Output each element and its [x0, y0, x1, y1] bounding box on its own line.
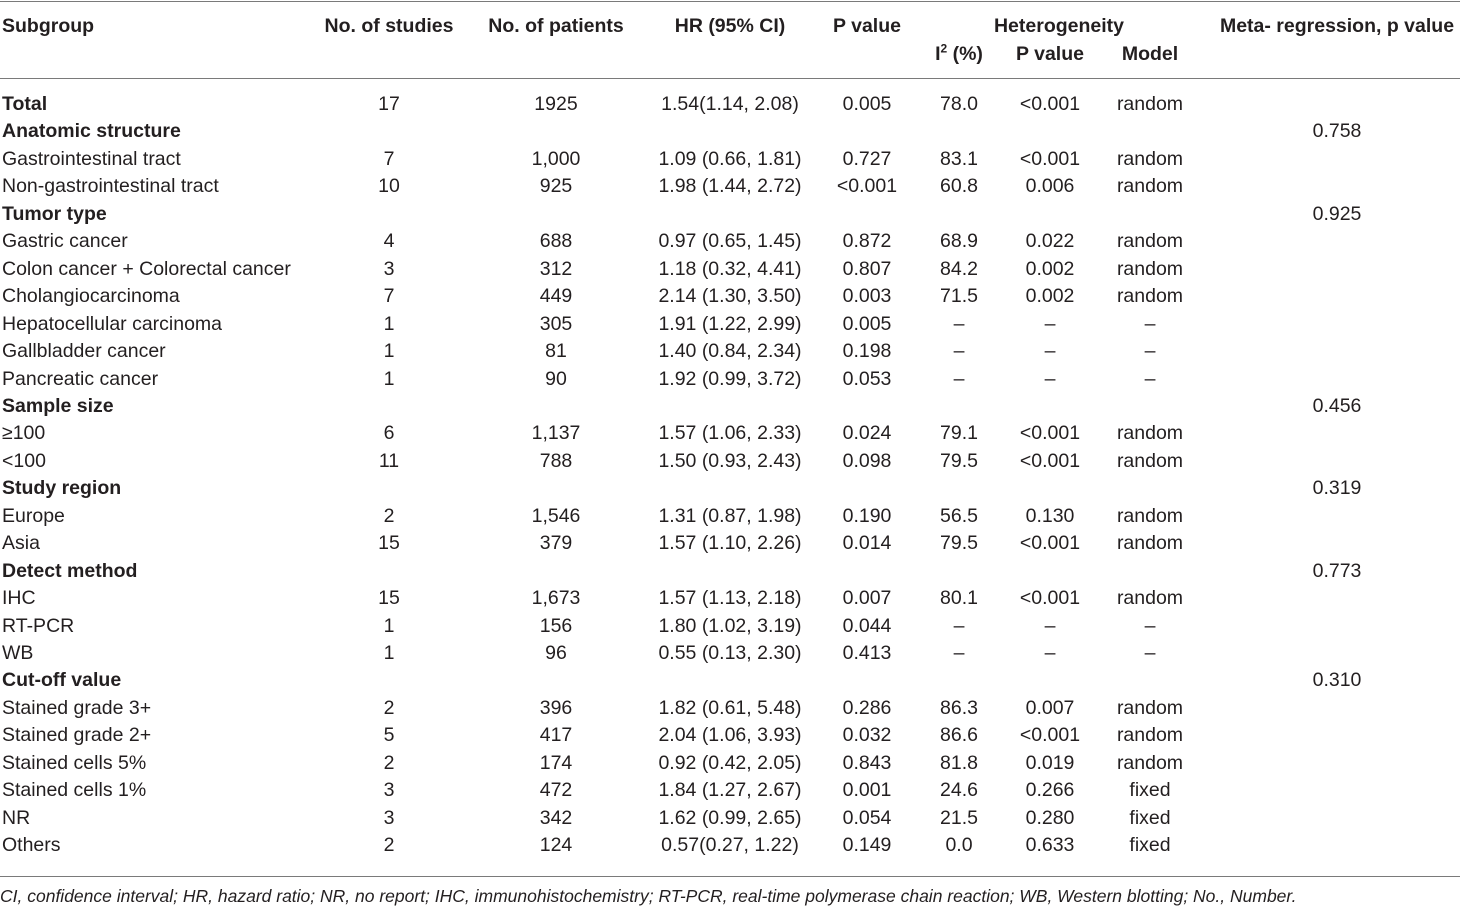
cell-i2: 79.5 — [940, 532, 978, 555]
cell-model: random — [1116, 147, 1184, 170]
cell-p: 0.198 — [842, 340, 892, 363]
cell-studies: 4 — [383, 230, 395, 253]
cell-i2: – — [953, 340, 965, 363]
cell-p: 0.032 — [842, 724, 892, 747]
cell-i2: 71.5 — [940, 285, 978, 308]
cell-hr: 1.84 (1.27, 2.67) — [658, 779, 802, 802]
cell-studies: 7 — [383, 147, 395, 170]
cell-model: – — [1144, 312, 1156, 335]
cell-hr: 2.04 (1.06, 3.93) — [658, 724, 802, 747]
cell-patients: 174 — [539, 751, 573, 774]
cell-p: 0.005 — [842, 312, 892, 335]
cell-hp: <0.001 — [1019, 422, 1081, 445]
cell-p: 0.005 — [842, 93, 892, 115]
cell-hp: 0.633 — [1025, 834, 1075, 857]
cell-p: 0.727 — [842, 147, 892, 170]
cell-studies: 5 — [383, 724, 395, 747]
cell-studies: 1 — [383, 312, 395, 335]
cell-hp: <0.001 — [1019, 449, 1081, 472]
cell-patients: 379 — [539, 532, 573, 555]
row-label: Anatomic structure — [2, 120, 181, 143]
cell-hr: 1.40 (0.84, 2.34) — [658, 340, 802, 363]
cell-model: – — [1144, 340, 1156, 363]
cell-studies: 1 — [383, 614, 395, 637]
cell-p: 0.413 — [842, 642, 892, 664]
cell-hr: 1.82 (0.61, 5.48) — [658, 696, 802, 719]
header-hr: HR (95% CI) — [674, 15, 786, 37]
cell-hr: 1.54(1.14, 2.08) — [661, 93, 799, 115]
cell-p: 0.054 — [842, 806, 892, 829]
cell-i2: 79.1 — [940, 422, 978, 445]
cell-hp: – — [1044, 642, 1056, 664]
cell-hr: 1.91 (1.22, 2.99) — [658, 312, 802, 335]
cell-model: random — [1116, 449, 1184, 472]
cell-studies: 1 — [383, 642, 395, 664]
cell-hr: 1.09 (0.66, 1.81) — [658, 147, 802, 170]
cell-studies: 10 — [378, 175, 400, 198]
cell-p: 0.807 — [842, 257, 892, 280]
cell-hr: 1.98 (1.44, 2.72) — [658, 175, 802, 198]
cell-studies: 15 — [378, 587, 400, 610]
row-label: Non-gastrointestinal tract — [2, 175, 219, 198]
cell-i2: 24.6 — [940, 779, 978, 802]
row-label: WB — [2, 642, 34, 664]
header-i2 — [935, 43, 983, 65]
cell-model: random — [1116, 532, 1184, 555]
cell-model: random — [1116, 175, 1184, 198]
cell-hr: 1.50 (0.93, 2.43) — [658, 449, 802, 472]
cell-model: fixed — [1129, 779, 1171, 802]
row-label: Gallbladder cancer — [2, 340, 166, 363]
cell-studies: 2 — [383, 834, 395, 857]
cell-p: 0.286 — [842, 696, 892, 719]
cell-patients: 1,546 — [531, 504, 581, 527]
row-label: Cholangiocarcinoma — [2, 285, 180, 308]
cell-hr: 1.57 (1.10, 2.26) — [658, 532, 802, 555]
cell-i2: 68.9 — [940, 230, 978, 253]
cell-hp: 0.022 — [1025, 230, 1075, 253]
cell-p: 0.098 — [842, 449, 892, 472]
cell-model: random — [1116, 724, 1184, 747]
cell-hr: 1.92 (0.99, 3.72) — [658, 367, 802, 390]
cell-i2: 79.5 — [940, 449, 978, 472]
cell-studies: 1 — [383, 340, 395, 363]
cell-hr: 1.57 (1.13, 2.18) — [658, 587, 802, 610]
cell-hp: <0.001 — [1019, 147, 1081, 170]
cell-patients: 81 — [545, 340, 567, 363]
row-label: Stained grade 2+ — [2, 724, 152, 747]
cell-hr: 1.31 (0.87, 1.98) — [658, 504, 802, 527]
cell-p: 0.872 — [842, 230, 892, 253]
cell-i2: 86.6 — [940, 724, 978, 747]
cell-hr: 1.57 (1.06, 2.33) — [658, 422, 802, 445]
cell-meta: 0.925 — [1312, 202, 1362, 225]
cell-i2: 78.0 — [940, 93, 978, 115]
cell-hr: 1.18 (0.32, 4.41) — [658, 257, 802, 280]
cell-p: 0.024 — [842, 422, 892, 445]
cell-model: random — [1116, 93, 1184, 115]
cell-patients: 396 — [539, 696, 573, 719]
cell-studies: 2 — [383, 504, 395, 527]
cell-i2: 21.5 — [940, 806, 978, 829]
cell-hp: 0.019 — [1025, 751, 1075, 774]
cell-model: random — [1116, 751, 1184, 774]
cell-i2: – — [953, 642, 965, 664]
cell-patients: 1,137 — [531, 422, 581, 445]
row-label: Gastrointestinal tract — [2, 147, 181, 170]
cell-hr: 1.80 (1.02, 3.19) — [658, 614, 802, 637]
header-studies: No. of studies — [324, 15, 454, 37]
header-het-p-value: P value — [1016, 43, 1084, 65]
row-label: Detect method — [2, 559, 138, 582]
cell-patients: 305 — [539, 312, 573, 335]
cell-studies: 11 — [378, 449, 400, 472]
cell-hp: <0.001 — [1019, 532, 1081, 555]
cell-studies: 17 — [378, 93, 400, 115]
cell-p: 0.053 — [842, 367, 892, 390]
cell-p: 0.149 — [842, 834, 892, 857]
cell-i2: 83.1 — [940, 147, 978, 170]
header-subgroup: Subgroup — [2, 15, 95, 37]
cell-model: random — [1116, 422, 1184, 445]
row-label: RT-PCR — [2, 614, 75, 637]
cell-model: – — [1144, 642, 1156, 664]
cell-p: 0.843 — [842, 751, 892, 774]
row-label: Stained grade 3+ — [2, 696, 152, 719]
cell-hp: – — [1044, 614, 1056, 637]
cell-patients: 1925 — [534, 93, 578, 115]
cell-hp: 0.280 — [1025, 806, 1075, 829]
cell-studies: 3 — [383, 257, 395, 280]
row-label: <100 — [2, 449, 46, 472]
row-label: Pancreatic cancer — [2, 367, 159, 390]
cell-model: – — [1144, 367, 1156, 390]
cell-meta: 0.319 — [1312, 477, 1362, 500]
cell-hp: 0.007 — [1025, 696, 1075, 719]
cell-model: random — [1116, 587, 1184, 610]
cell-hp: <0.001 — [1019, 93, 1081, 115]
cell-hp: – — [1044, 312, 1056, 335]
cell-model: fixed — [1129, 806, 1171, 829]
cell-hp: 0.006 — [1025, 175, 1075, 198]
header-i2-base: I — [935, 43, 941, 65]
row-label: Colon cancer + Colorectal cancer — [2, 257, 291, 280]
cell-model: random — [1116, 257, 1184, 280]
cell-hp: 0.002 — [1025, 285, 1075, 308]
cell-studies: 2 — [383, 751, 395, 774]
header-patients: No. of patients — [488, 15, 624, 37]
row-label: Asia — [2, 532, 40, 555]
row-label: Others — [2, 834, 61, 857]
cell-studies: 3 — [383, 779, 395, 802]
cell-studies: 3 — [383, 806, 395, 829]
top-rule — [0, 1, 1460, 2]
cell-i2: 0.0 — [945, 834, 973, 857]
cell-hr: 0.92 (0.42, 2.05) — [658, 751, 802, 774]
cell-patients: 688 — [539, 230, 573, 253]
header-model: Model — [1121, 43, 1179, 65]
row-label: Sample size — [2, 394, 114, 417]
cell-hp: <0.001 — [1019, 724, 1081, 747]
cell-i2: 86.3 — [940, 696, 978, 719]
cell-meta: 0.310 — [1312, 669, 1362, 692]
cell-model: random — [1116, 504, 1184, 527]
cell-i2: – — [953, 614, 965, 637]
cell-p: <0.001 — [836, 175, 898, 198]
header-p-value: P value — [833, 15, 901, 37]
row-label: NR — [2, 806, 31, 829]
cell-meta: 0.773 — [1312, 559, 1362, 582]
cell-patients: 472 — [539, 779, 573, 802]
cell-i2: 81.8 — [940, 751, 978, 774]
header-rule — [0, 78, 1460, 79]
cell-hp: 0.002 — [1025, 257, 1075, 280]
cell-model: – — [1144, 614, 1156, 637]
cell-patients: 925 — [539, 175, 573, 198]
header-i2-sup: 2 — [940, 41, 948, 56]
cell-i2: – — [953, 367, 965, 390]
cell-p: 0.014 — [842, 532, 892, 555]
row-label: Tumor type — [2, 202, 107, 225]
cell-patients: 124 — [539, 834, 573, 857]
cell-patients: 1,000 — [531, 147, 581, 170]
cell-model: fixed — [1129, 834, 1171, 857]
cell-p: 0.001 — [842, 779, 892, 802]
cell-p: 0.044 — [842, 614, 892, 637]
bottom-rule — [0, 876, 1460, 877]
cell-hp: 0.266 — [1025, 779, 1075, 802]
row-label: Stained cells 5% — [2, 751, 147, 774]
cell-patients: 312 — [539, 257, 573, 280]
row-label: IHC — [2, 587, 36, 610]
cell-hr: 0.57(0.27, 1.22) — [661, 834, 799, 857]
row-label: Stained cells 1% — [2, 779, 147, 802]
header-heterogeneity: Heterogeneity — [993, 15, 1125, 37]
cell-hr: 0.97 (0.65, 1.45) — [658, 230, 802, 253]
row-label: ≥100 — [2, 422, 46, 445]
cell-studies: 2 — [383, 696, 395, 719]
cell-hp: – — [1044, 367, 1056, 390]
cell-studies: 6 — [383, 422, 395, 445]
cell-hp: <0.001 — [1019, 587, 1081, 610]
cell-i2: 60.8 — [940, 175, 978, 198]
cell-i2: – — [953, 312, 965, 335]
cell-patients: 342 — [539, 806, 573, 829]
cell-meta: 0.758 — [1312, 120, 1362, 143]
cell-studies: 7 — [383, 285, 395, 308]
cell-i2: 80.1 — [940, 587, 978, 610]
cell-patients: 90 — [545, 367, 567, 390]
row-label: Hepatocellular carcinoma — [2, 312, 223, 335]
cell-patients: 449 — [539, 285, 573, 308]
cell-patients: 417 — [539, 724, 573, 747]
cell-patients: 156 — [539, 614, 573, 637]
cell-hp: 0.130 — [1025, 504, 1075, 527]
row-label: Total — [2, 93, 48, 115]
row-label: Gastric cancer — [2, 230, 128, 253]
cell-hr: 0.55 (0.13, 2.30) — [658, 642, 802, 664]
cell-patients: 1,673 — [531, 587, 581, 610]
cell-hr: 1.62 (0.99, 2.65) — [658, 806, 802, 829]
cell-patients: 96 — [545, 642, 567, 664]
cell-i2: 84.2 — [940, 257, 978, 280]
cell-studies: 15 — [378, 532, 400, 555]
header-meta-regression: Meta- regression, p value — [1219, 15, 1455, 37]
row-label: Cut-off value — [2, 669, 122, 692]
cell-model: random — [1116, 285, 1184, 308]
cell-hr: 2.14 (1.30, 3.50) — [658, 285, 802, 308]
row-label: Study region — [2, 477, 122, 500]
cell-model: random — [1116, 230, 1184, 253]
row-label: Europe — [2, 504, 65, 527]
cell-p: 0.190 — [842, 504, 892, 527]
cell-studies: 1 — [383, 367, 395, 390]
cell-i2: 56.5 — [940, 504, 978, 527]
footnote: CI, confidence interval; HR, hazard ratio; NR, no report; IHC, immunohistochemistry; RT-PCR, real-time polymerase chain reaction; WB, Western blotting; No., Number. — [0, 886, 1297, 906]
header-i2-rest: (%) — [947, 43, 983, 65]
cell-patients: 788 — [539, 449, 573, 472]
cell-p: 0.007 — [842, 587, 892, 610]
cell-hp: – — [1044, 340, 1056, 363]
cell-p: 0.003 — [842, 285, 892, 308]
cell-model: random — [1116, 696, 1184, 719]
cell-meta: 0.456 — [1312, 394, 1362, 417]
